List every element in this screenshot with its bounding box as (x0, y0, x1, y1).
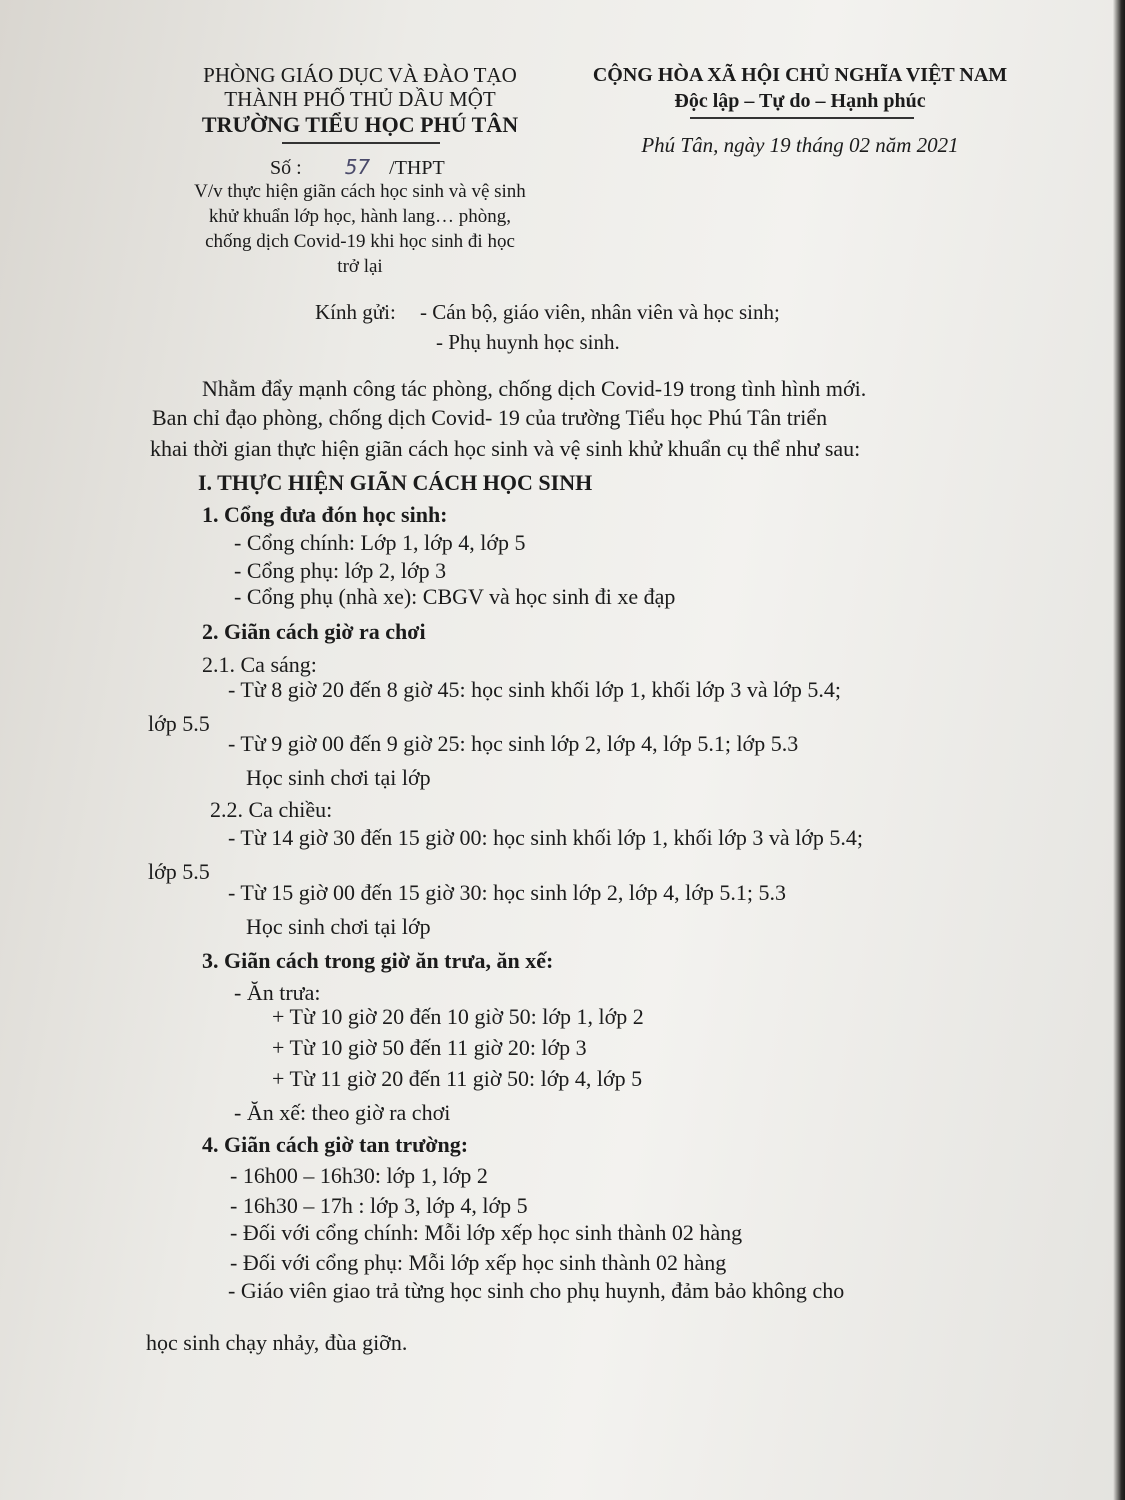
morning-line-3: Học sinh chơi tại lớp (246, 765, 431, 790)
dismissal-line-3: - Đối với cổng chính: Mỗi lớp xếp học sinh thành 02 hàng (230, 1220, 743, 1245)
number-label: Số : (270, 157, 302, 179)
dismissal-line-1: - 16h00 – 16h30: lớp 1, lớp 2 (230, 1163, 488, 1188)
dismissal-line-4: - Đối với cổng phụ: Mỗi lớp xếp học sinh thành 02 hàng (230, 1250, 727, 1275)
subject-line-2: khử khuẩn lớp học, hành lang… phòng, (208, 206, 512, 227)
lunch-line-1: + Từ 10 giờ 20 đến 10 giờ 50: lớp 1, lớp 2 (272, 1004, 644, 1029)
gate-line-2: - Cổng phụ: lớp 2, lớp 3 (234, 558, 447, 583)
snack-line: - Ăn xế: theo giờ ra chơi (234, 1100, 451, 1125)
gate-line-1: - Cổng chính: Lớp 1, lớp 4, lớp 5 (234, 530, 526, 555)
department-name: PHÒNG GIÁO DỤC VÀ ĐÀO TẠO (203, 63, 517, 87)
recipient-2: - Phụ huynh học sinh. (436, 330, 620, 354)
afternoon-line-1: - Từ 14 giờ 30 đến 15 giờ 00: học sinh khối lớp 1, khối lớp 3 và lớp 5.4; (228, 825, 863, 850)
subsection-2-title: 2. Giãn cách giờ ra chơi (202, 619, 426, 644)
lunch-line-3: + Từ 11 giờ 20 đến 11 giờ 50: lớp 4, lớp 5 (272, 1066, 643, 1091)
morning-line-2: - Từ 9 giờ 00 đến 9 giờ 25: học sinh lớp 2, lớp 4, lớp 5.1; lớp 5.3 (228, 731, 799, 756)
recipient-1: - Cán bộ, giáo viên, nhân viên và học sinh; (420, 300, 780, 324)
intro-line-2: Ban chỉ đạo phòng, chống dịch Covid- 19 của trường Tiểu học Phú Tân triển (152, 405, 828, 430)
subject-line-1: V/v thực hiện giãn cách học sinh và vệ sinh (194, 181, 526, 202)
gate-line-3: - Cổng phụ (nhà xe): CBGV và học sinh đi xe đạp (234, 584, 676, 609)
afternoon-shift-label: 2.2. Ca chiều: (210, 797, 333, 822)
afternoon-line-3: Học sinh chơi tại lớp (246, 914, 431, 939)
afternoon-line-1-cont: lớp 5.5 (148, 859, 210, 884)
school-underline (282, 142, 440, 144)
morning-line-1: - Từ 8 giờ 20 đến 8 giờ 45: học sinh khối lớp 1, khối lớp 3 và lớp 5.4; (228, 677, 841, 702)
school-name: TRƯỜNG TIỂU HỌC PHÚ TÂN (201, 112, 519, 137)
morning-line-1-cont: lớp 5.5 (148, 711, 210, 736)
document-date: Phú Tân, ngày 19 tháng 02 năm 2021 (641, 133, 959, 157)
dismissal-line-2: - 16h30 – 17h : lớp 3, lớp 4, lớp 5 (230, 1193, 528, 1218)
section-1-title: I. THỰC HIỆN GIÃN CÁCH HỌC SINH (198, 470, 593, 495)
national-motto: Độc lập – Tự do – Hạnh phúc (674, 90, 926, 112)
city-name: THÀNH PHỐ THỦ DẦU MỘT (224, 87, 496, 111)
subject-line-4: trở lại (337, 256, 383, 277)
page-edge-shadow (1113, 0, 1125, 1500)
intro-line-3: khai thời gian thực hiện giãn cách học sinh và vệ sinh khử khuẩn cụ thể như sau: (150, 436, 861, 461)
lunch-label: - Ăn trưa: (234, 980, 321, 1005)
document-number (270, 155, 445, 180)
afternoon-line-2: - Từ 15 giờ 00 đến 15 giờ 30: học sinh lớp 2, lớp 4, lớp 5.1; 5.3 (228, 880, 786, 905)
recipients-label: Kính gửi: (315, 300, 396, 324)
intro-line-1: Nhằm đẩy mạnh công tác phòng, chống dịch Covid-19 trong tình hình mới. (202, 376, 867, 401)
subject-line-3: chống dịch Covid-19 khi học sinh đi học (205, 231, 515, 252)
dismissal-line-6: học sinh chạy nhảy, đùa giỡn. (146, 1330, 408, 1355)
nation-title: CỘNG HÒA XÃ HỘI CHỦ NGHĨA VIỆT NAM (592, 64, 1008, 86)
subsection-3-title: 3. Giãn cách trong giờ ăn trưa, ăn xế: (202, 948, 554, 973)
subsection-1-title: 1. Cổng đưa đón học sinh: (202, 502, 448, 527)
morning-shift-label: 2.1. Ca sáng: (202, 652, 317, 677)
number-suffix: /THPT (389, 157, 445, 179)
subsection-4-title: 4. Giãn cách giờ tan trường: (202, 1132, 469, 1157)
number-value-handwritten: 57 (344, 155, 371, 179)
dismissal-line-5: - Giáo viên giao trả từng học sinh cho phụ huynh, đảm bảo không cho (228, 1278, 845, 1303)
lunch-line-2: + Từ 10 giờ 50 đến 11 giờ 20: lớp 3 (272, 1035, 587, 1060)
motto-underline (690, 117, 914, 119)
